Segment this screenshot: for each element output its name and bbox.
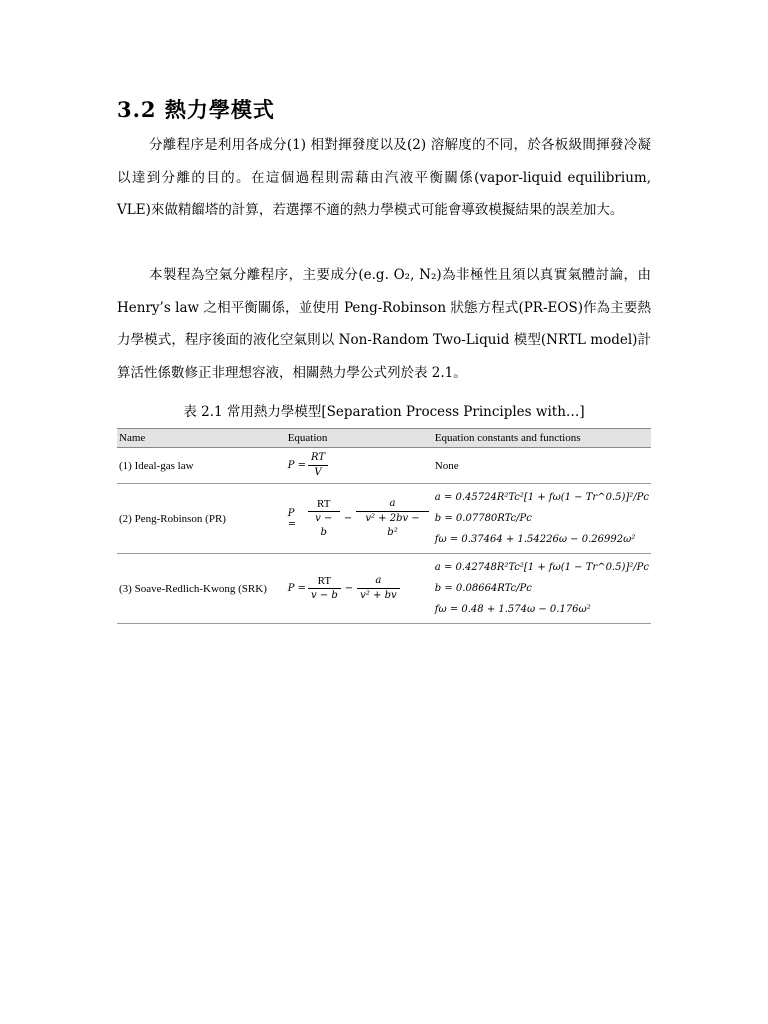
frac-numerator: RT	[308, 497, 340, 512]
section-heading: 3.2 熱力學模式	[117, 97, 275, 122]
constant-line: None	[434, 459, 459, 472]
table-caption: 表 2.1 常用熱力學模型[Separation Process Principles with…]	[183, 404, 585, 420]
model-constants	[433, 484, 651, 554]
eq-fraction	[308, 497, 340, 540]
table-row	[117, 484, 651, 554]
frac-denominator: v² + bv	[360, 590, 397, 601]
eq-lhs: P =	[287, 460, 306, 471]
header-constants: Equation constants and functions	[433, 429, 651, 448]
model-equation	[286, 554, 433, 624]
constant-line: fω = 0.37464 + 1.54226ω − 0.26992ω²	[434, 534, 636, 545]
header-equation: Equation	[286, 429, 433, 448]
constant-line: fω = 0.48 + 1.574ω − 0.176ω²	[434, 604, 591, 615]
table-row	[117, 554, 651, 624]
paragraph-process-description: 本製程為空氣分離程序，主要成分(e.g. O₂, N₂)為非極性且須以真實氣體討論，由 Henry’s law 之相平衡關係，並使用 Peng-Robinson 狀態方程式(PR-EOS)作為主要熱力學模式，程序後面的液化空氣則以 Non-Random Two-Liquid 模型(NRTL model)計算活性係數修正非理想容液，相關熱力學公式列於表 2.1。	[117, 267, 651, 381]
model-name: (1) Ideal-gas law	[117, 448, 286, 484]
eq-fraction	[308, 574, 341, 603]
model-name: (3) Soave-Redlich-Kwong (SRK)	[117, 554, 286, 624]
frac-numerator: RT	[308, 451, 328, 466]
eq-fraction	[357, 574, 399, 603]
eq-fraction	[308, 451, 328, 480]
model-constants	[433, 448, 651, 484]
model-equation	[286, 484, 433, 554]
table-header-row	[117, 429, 651, 448]
eq-lhs: P =	[287, 583, 306, 594]
thermo-models-table	[117, 428, 651, 624]
frac-denominator: V	[314, 467, 322, 478]
header-name: Name	[117, 429, 286, 448]
model-equation	[286, 448, 433, 484]
model-name: (2) Peng-Robinson (PR)	[117, 484, 286, 554]
frac-numerator: RT	[308, 574, 341, 589]
model-constants	[433, 554, 651, 624]
paragraph-separation-intro: 分離程序是利用各成分(1) 相對揮發度以及(2) 溶解度的不同，於各板級間揮發冷凝以達到分離的目的。在這個過程則需藉由汽液平衡關係(vapor-liquid equilibrium, VLE)來做精餾塔的計算，若選擇不適的熱力學模式可能會導致模擬結果的誤差加大。	[117, 137, 651, 218]
eq-operator: −	[343, 513, 353, 524]
constant-line: b = 0.08664RTc/Pc	[434, 583, 532, 594]
frac-denominator: v² + 2bv − b²	[365, 513, 420, 538]
constant-line: b = 0.07780RTc/Pc	[434, 513, 532, 524]
frac-denominator: v − b	[310, 590, 338, 601]
constant-line: a = 0.45724R²Tc²[1 + fω(1 − Tr^0.5)]²/Pc	[434, 492, 649, 503]
frac-numerator: a	[357, 574, 399, 589]
eq-lhs: P =	[287, 507, 297, 530]
eq-operator: −	[344, 583, 354, 594]
table-row	[117, 448, 651, 484]
frac-numerator: a	[356, 497, 429, 512]
frac-denominator: v − b	[315, 513, 333, 538]
constant-line: a = 0.42748R²Tc²[1 + fω(1 − Tr^0.5)]²/Pc	[434, 562, 649, 573]
eq-fraction	[356, 497, 429, 540]
